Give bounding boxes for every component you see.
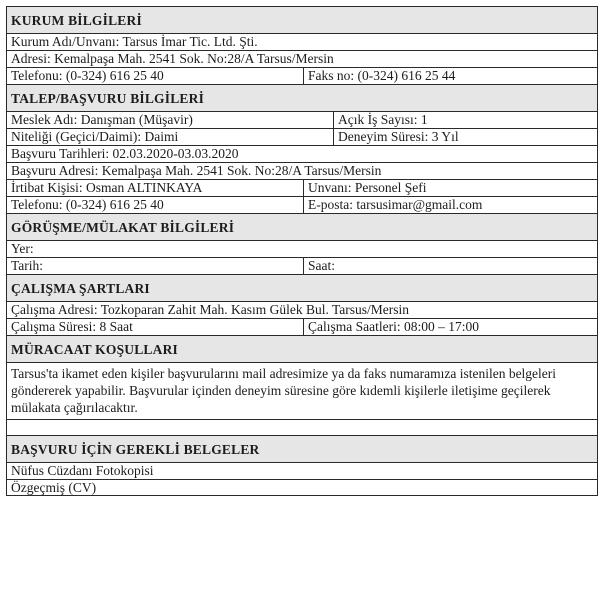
kurum-faks: Faks no: (0-324) 616 25 44 <box>303 68 597 84</box>
row-calisma-adresi <box>6 301 598 318</box>
basvuru-tarihleri: Başvuru Tarihleri: 02.03.2020-03.03.2020 <box>11 146 239 161</box>
deneyim-suresi: Deneyim Süresi: 3 Yıl <box>333 129 597 145</box>
calisma-adresi: Çalışma Adresi: Tozkoparan Zahit Mah. Kasım Gülek Bul. Tarsus/Mersin <box>11 302 410 317</box>
meslek-adi: Meslek Adı: Danışman (Müşavir) <box>11 112 193 127</box>
talep-eposta: E-posta: tarsusimar@gmail.com <box>303 197 597 213</box>
row-meslek <box>6 111 598 128</box>
section-header-kurum: KURUM BİLGİLERİ <box>6 6 598 33</box>
row-yer <box>6 240 598 257</box>
unvani: Unvanı: Personel Şefi <box>303 180 597 196</box>
belge-cv: Özgeçmiş (CV) <box>11 480 97 495</box>
row-kurum-adres <box>6 50 598 67</box>
gorusme-tarih: Tarih: <box>11 258 44 273</box>
row-kurum-adi <box>6 33 598 50</box>
calisma-saatleri: Çalışma Saatleri: 08:00 – 17:00 <box>303 319 597 335</box>
belge-nufus: Nüfus Cüzdanı Fotokopisi <box>11 463 154 478</box>
section-header-muracaat: MÜRACAAT KOŞULLARI <box>6 335 598 362</box>
kurum-adres: Adresi: Kemalpaşa Mah. 2541 Sok. No:28/A Tarsus/Mersin <box>11 51 334 66</box>
row-nitelik <box>6 128 598 145</box>
section-header-gorusme: GÖRÜŞME/MÜLAKAT BİLGİLERİ <box>6 213 598 240</box>
basvuru-adresi: Başvuru Adresi: Kemalpaşa Mah. 2541 Sok. No:28/A Tarsus/Mersin <box>11 163 382 178</box>
section-header-belgeler: BAŞVURU İÇİN GEREKLİ BELGELER <box>6 435 598 462</box>
row-basvuru-tarihleri <box>6 145 598 162</box>
talep-telefon: Telefonu: (0-324) 616 25 40 <box>11 197 164 212</box>
irtibat-kisisi: İrtibat Kişisi: Osman ALTINKAYA <box>11 180 203 195</box>
row-basvuru-adresi <box>6 162 598 179</box>
section-header-talep: TALEP/BAŞVURU BİLGİLERİ <box>6 84 598 111</box>
row-irtibat <box>6 179 598 196</box>
gorusme-yer: Yer: <box>11 241 34 256</box>
niteligi: Niteliği (Geçici/Daimi): Daimi <box>11 129 179 144</box>
list-item <box>6 462 598 479</box>
row-kurum-iletisim <box>6 67 598 84</box>
calisma-suresi: Çalışma Süresi: 8 Saat <box>11 319 133 334</box>
muracaat-text: Tarsus'ta ikamet eden kişiler başvurularını mail adresimize ya da faks numaramıza istenilen belgeleri göndererek yapabilir. Başvurular içinden deneyim süresine göre kıdemli kişilerle iletişime geçilerek mülakata çağırılacaktır. <box>6 362 598 419</box>
row-tarih-saat <box>6 257 598 274</box>
acik-is-sayisi: Açık İş Sayısı: 1 <box>333 112 597 128</box>
row-talep-iletisim <box>6 196 598 213</box>
job-posting-form <box>6 6 598 496</box>
kurum-adi: Kurum Adı/Unvanı: Tarsus İmar Tic. Ltd. Şti. <box>11 34 258 49</box>
spacer-row <box>6 419 598 435</box>
row-calisma-sure <box>6 318 598 335</box>
section-header-calisma: ÇALIŞMA ŞARTLARI <box>6 274 598 301</box>
kurum-telefon: Telefonu: (0-324) 616 25 40 <box>11 68 164 83</box>
gorusme-saat: Saat: <box>303 258 597 274</box>
list-item <box>6 479 598 496</box>
